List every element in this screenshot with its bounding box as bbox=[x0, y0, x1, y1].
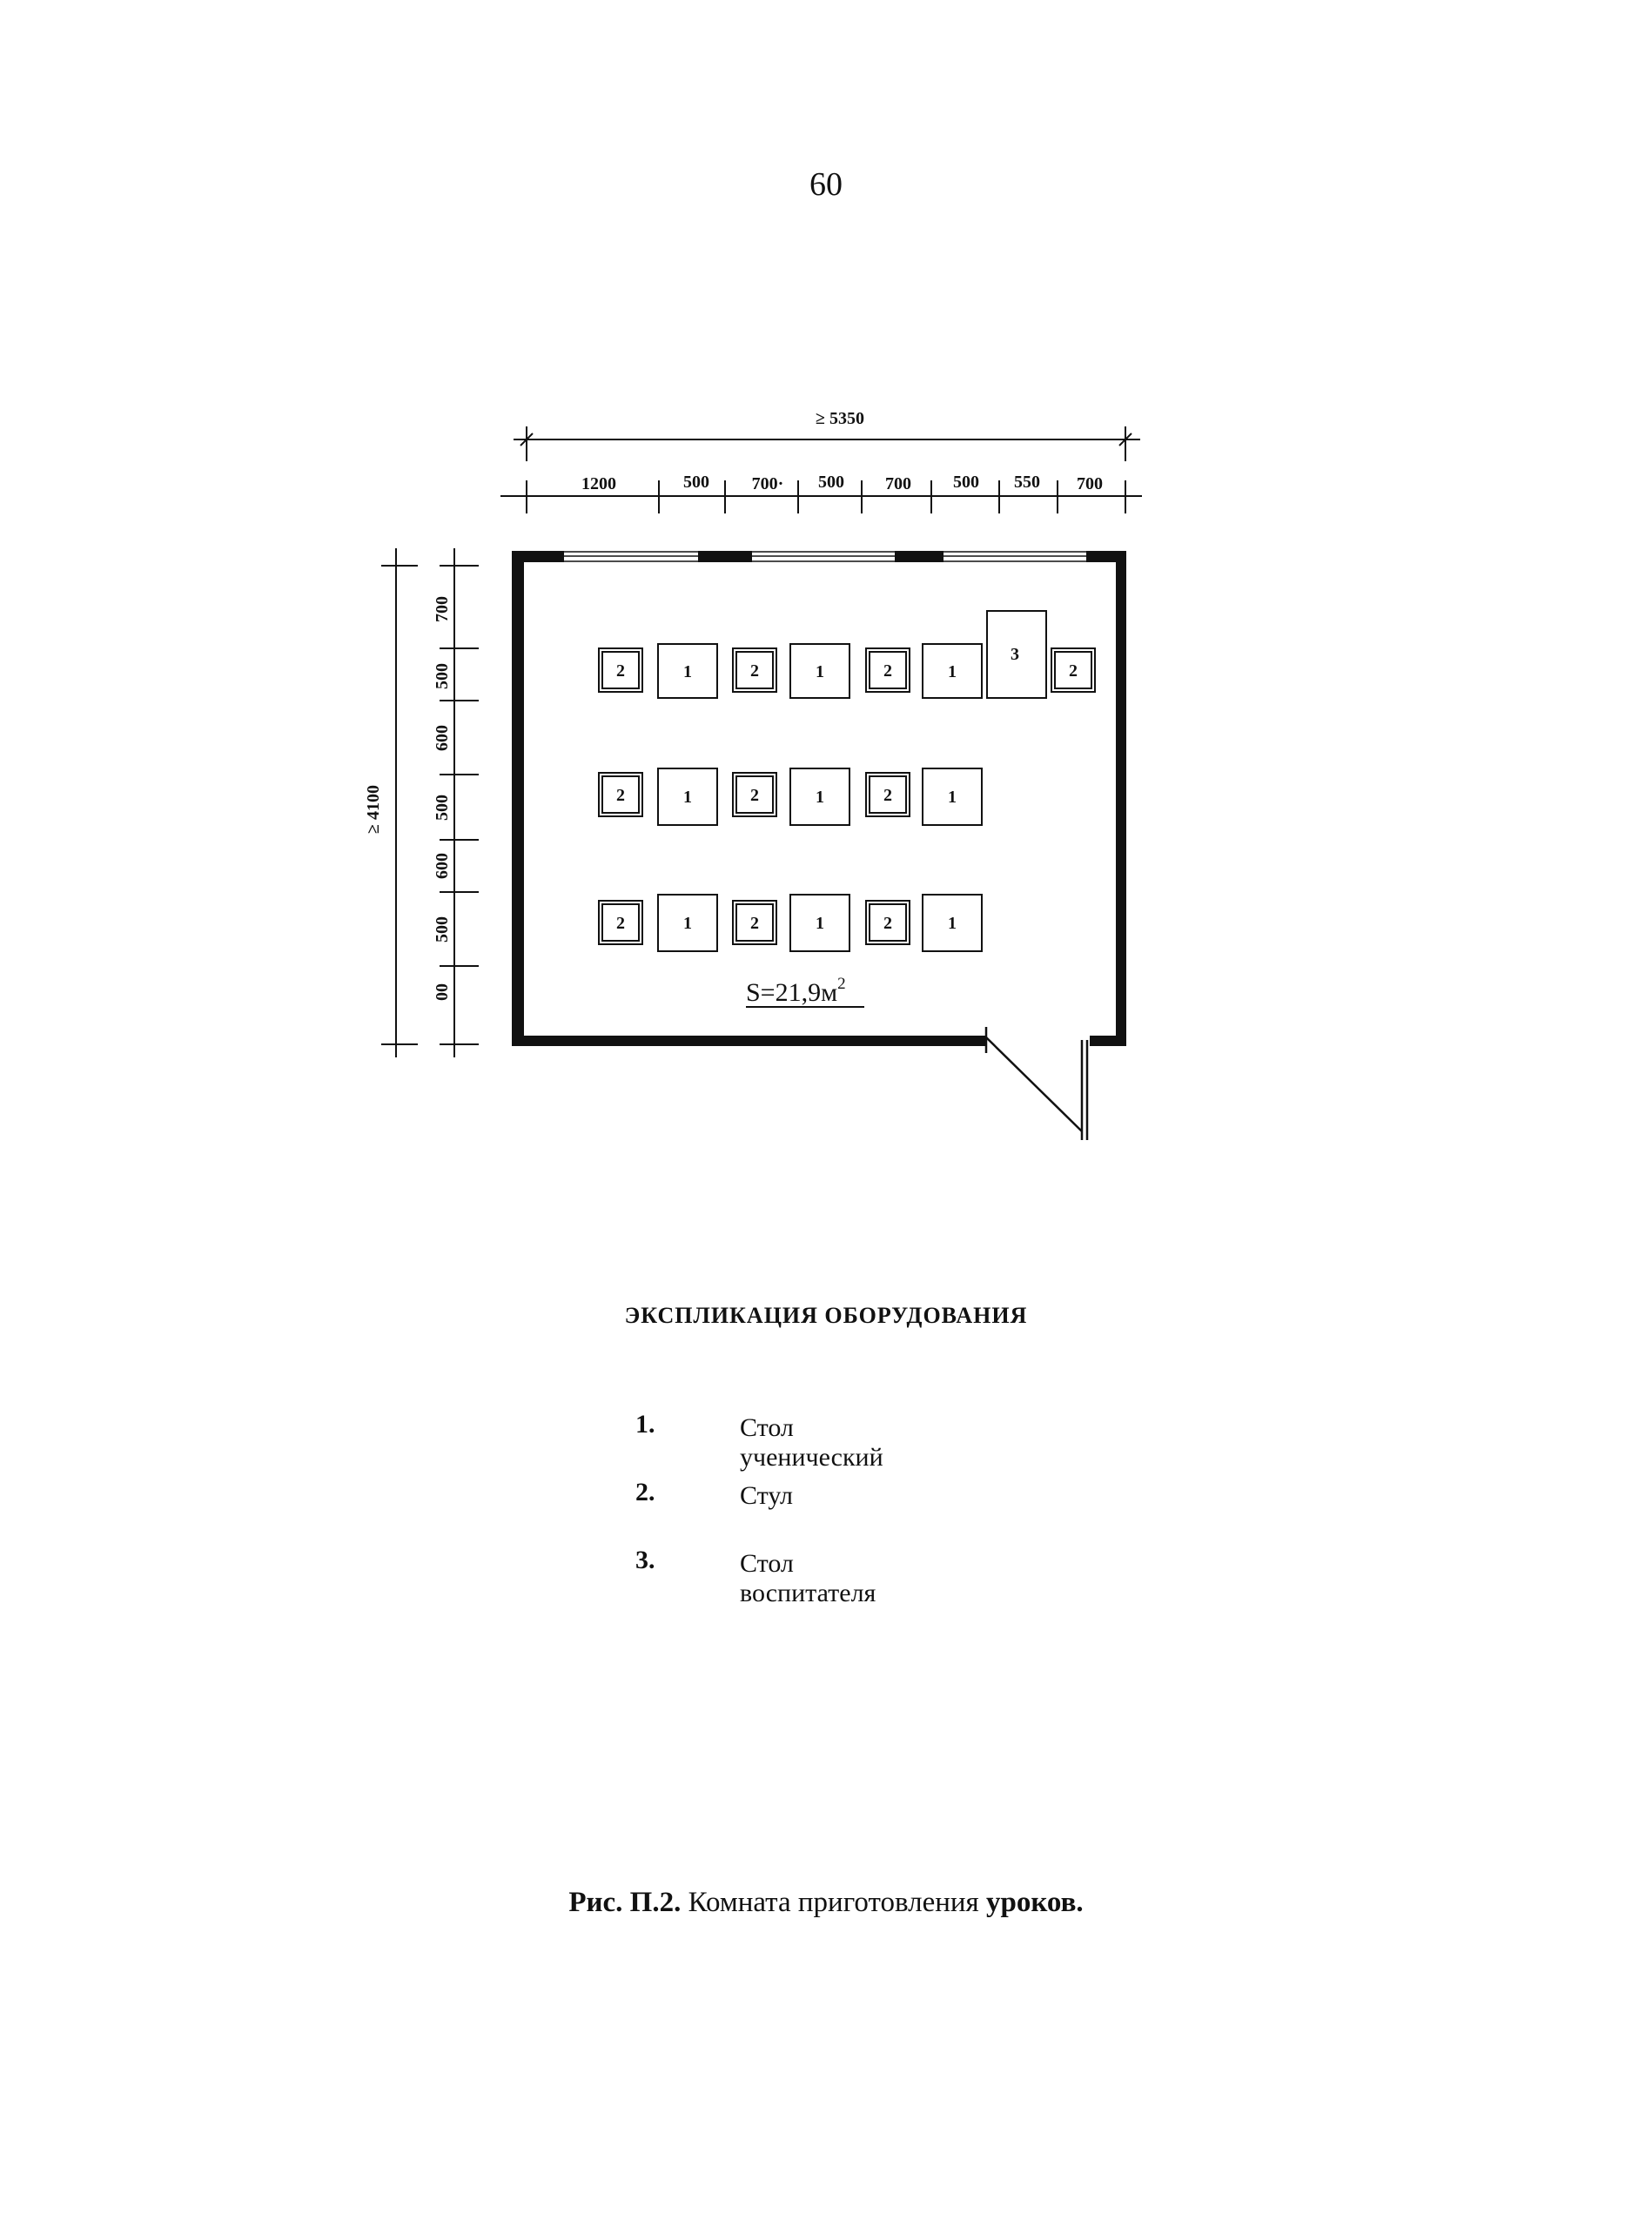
chair-label: 2 bbox=[883, 786, 892, 805]
desk-label: 1 bbox=[683, 788, 692, 807]
left-dim-label: 700 bbox=[433, 596, 452, 622]
desk-label: 1 bbox=[948, 914, 957, 933]
desk-label: 1 bbox=[948, 662, 957, 681]
chair-label: 2 bbox=[883, 914, 892, 933]
left-dimensions bbox=[381, 548, 479, 1057]
chair-label: 2 bbox=[750, 914, 759, 933]
top-dim-label: 700· bbox=[751, 474, 784, 493]
chair-label: 2 bbox=[616, 786, 625, 805]
legend-item-number: 2. bbox=[635, 1478, 655, 1506]
legend-item-number: 3. bbox=[635, 1546, 655, 1574]
left-dim-label: 600 bbox=[433, 725, 452, 751]
total-width-label: ≥ 5350 bbox=[816, 409, 864, 428]
top-dim-label: 500 bbox=[683, 473, 709, 492]
left-dim-label: 500 bbox=[433, 663, 452, 689]
caption-prefix: Рис. П.2. bbox=[568, 1887, 682, 1918]
figure-caption bbox=[0, 1887, 1652, 1919]
left-dim-label: 500 bbox=[433, 795, 452, 821]
legend-item-text: Стол ученический bbox=[740, 1413, 883, 1472]
legend-item-text: Стул bbox=[740, 1481, 793, 1510]
legend-title: ЭКСПЛИКАЦИЯ ОБОРУДОВАНИЯ bbox=[624, 1303, 1028, 1328]
door bbox=[986, 1027, 1087, 1140]
legend-item-number: 1. bbox=[635, 1410, 655, 1439]
chair-label: 2 bbox=[750, 786, 759, 805]
desk-label: 1 bbox=[948, 788, 957, 807]
top-dim-label: 550 bbox=[1014, 473, 1040, 492]
top-dimensions bbox=[500, 426, 1142, 513]
chair-label: 2 bbox=[883, 661, 892, 681]
left-dim-label: 500 bbox=[433, 916, 452, 943]
desk-label: 1 bbox=[816, 662, 824, 681]
teacher-desk-label: 3 bbox=[1011, 645, 1019, 664]
chair-label: 2 bbox=[616, 661, 625, 681]
area-label: $S=21,9м^2$ bbox=[746, 975, 846, 1007]
chair-label: 2 bbox=[750, 661, 759, 681]
left-dim-label: 600 bbox=[433, 853, 452, 879]
chair-label: 2 bbox=[616, 914, 625, 933]
top-dim-label: 700 bbox=[1077, 474, 1103, 493]
legend-item-text: Стол воспитателя bbox=[740, 1549, 876, 1607]
left-dim-label: 00 bbox=[433, 983, 452, 1001]
chair-label: 2 bbox=[1069, 661, 1078, 681]
desk-label: 1 bbox=[683, 662, 692, 681]
desk-label: 1 bbox=[816, 914, 824, 933]
page-number: 60 bbox=[809, 166, 843, 203]
top-dim-label: 1200 bbox=[581, 474, 616, 493]
top-dim-label: 500 bbox=[818, 473, 844, 492]
caption-bold: уроков. bbox=[985, 1887, 1084, 1918]
top-dim-label: 500 bbox=[953, 473, 979, 492]
desk-label: 1 bbox=[816, 788, 824, 807]
windows bbox=[564, 552, 1086, 561]
furniture bbox=[599, 611, 1095, 951]
total-height-label: ≥ 4100 bbox=[364, 785, 383, 834]
desk-label: 1 bbox=[683, 914, 692, 933]
left-dim-labels bbox=[433, 596, 452, 1001]
caption-middle: Комната приготовления bbox=[688, 1887, 979, 1918]
top-dim-label: 700 bbox=[885, 474, 911, 493]
